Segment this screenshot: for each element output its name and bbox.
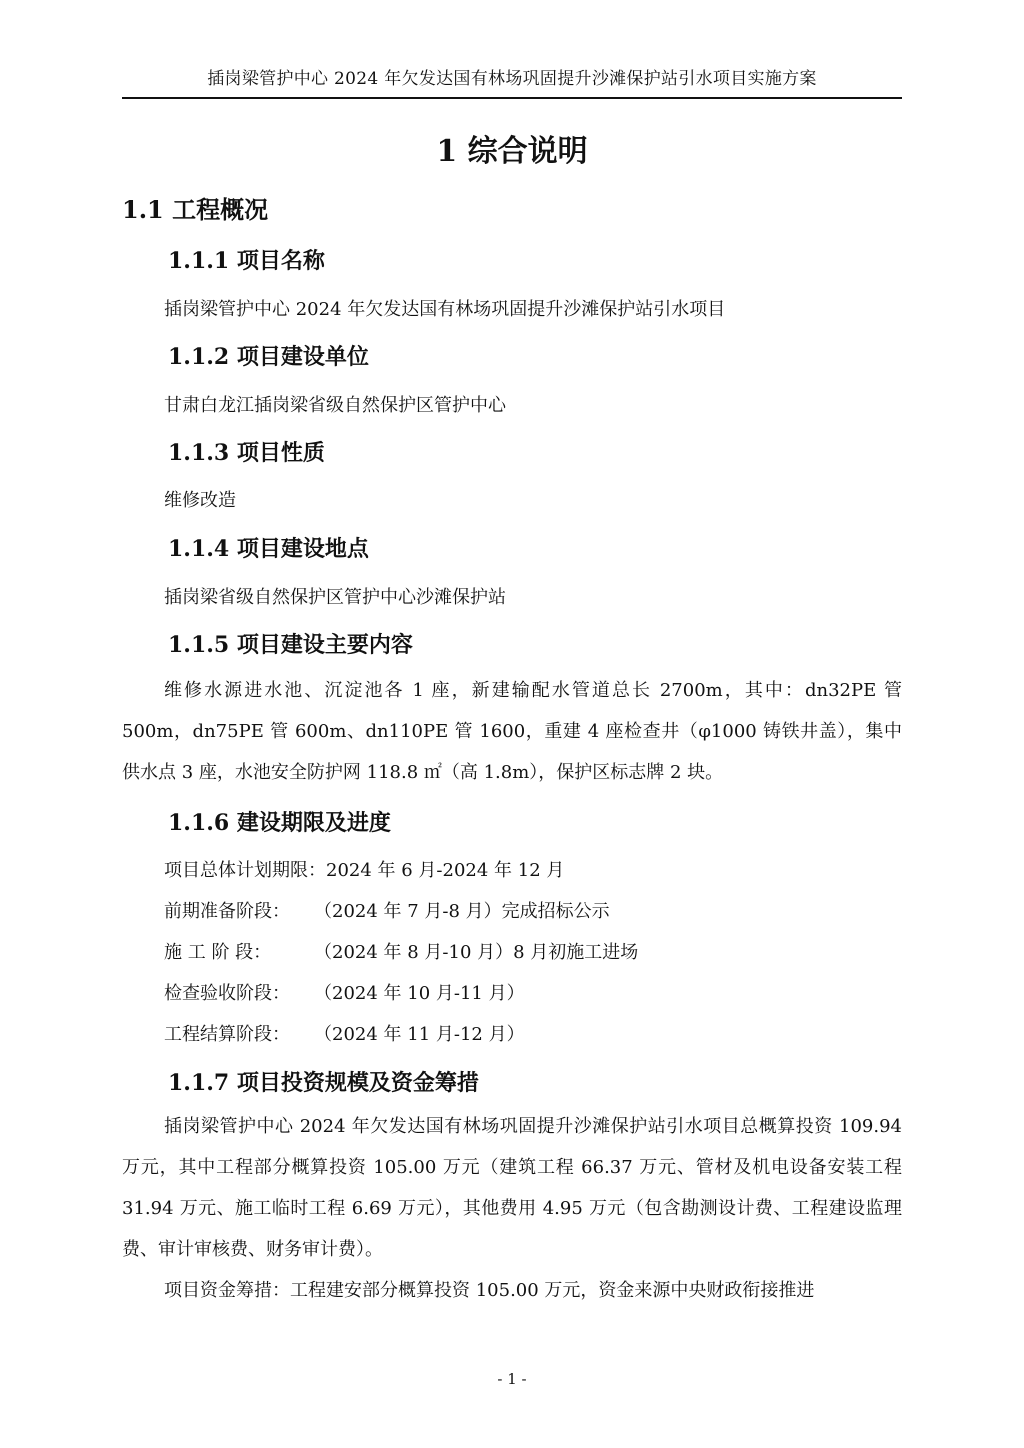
schedule-phase-value: （2024 年 8 月-10 月）8 月初施工进场 (314, 942, 639, 963)
schedule-overall: 项目总体计划期限：2024 年 6 月-2024 年 12 月 (164, 860, 565, 881)
construction-unit-text: 甘肃白龙江插岗梁省级自然保护区管护中心 (164, 395, 506, 416)
subsection-heading-1-1-4: 1.1.4 项目建设地点 (168, 536, 369, 562)
subsection-heading-1-1-2: 1.1.2 项目建设单位 (168, 344, 369, 370)
header-rule (122, 97, 902, 99)
subsection-heading-1-1-5: 1.1.5 项目建设主要内容 (168, 632, 413, 658)
subsection-heading-1-1-6: 1.1.6 建设期限及进度 (168, 810, 391, 836)
running-header: 插岗梁管护中心 2024 年欠发达国有林场巩固提升沙滩保护站引水项目实施方案 (207, 69, 817, 89)
schedule-phase-label: 检查验收阶段： (164, 983, 290, 1004)
schedule-phase-label: 施 工 阶 段： (164, 942, 272, 963)
schedule-phase (164, 979, 525, 1005)
chapter-title: 1 综合说明 (436, 134, 588, 169)
schedule-phase-label: 前期准备阶段： (164, 901, 290, 922)
page-number: - 1 - (497, 1370, 527, 1388)
funding-paragraph: 项目资金筹措：工程建安部分概算投资 105.00 万元，资金来源中央财政衔接推进 (164, 1280, 815, 1301)
subsection-heading-1-1-3: 1.1.3 项目性质 (168, 440, 325, 466)
schedule-phase (164, 1020, 525, 1046)
subsection-heading-1-1-1: 1.1.1 项目名称 (168, 248, 325, 274)
subsection-heading-1-1-7: 1.1.7 项目投资规模及资金筹措 (168, 1070, 479, 1096)
project-location-text: 插岗梁省级自然保护区管护中心沙滩保护站 (164, 587, 506, 608)
schedule-phase-value: （2024 年 10 月-11 月） (314, 983, 525, 1004)
schedule-phase-value: （2024 年 7 月-8 月）完成招标公示 (314, 901, 610, 922)
investment-paragraph: 插岗梁管护中心 2024 年欠发达国有林场巩固提升沙滩保护站引水项目总概算投资 109.94 万元，其中工程部分概算投资 105.00 万元（建筑工程 66.37 万元、管材及机电设备安装工程 31.94 万元、施工临时工程 6.69 万元），其他费用 4.95 万元（包含勘测设计费、工程建设监理费、审计审核费、财务审计费）。 (122, 1116, 902, 1260)
schedule-phase (164, 897, 610, 923)
project-nature-text: 维修改造 (164, 490, 236, 511)
schedule-phase-value: （2024 年 11 月-12 月） (314, 1024, 525, 1045)
project-name-text: 插岗梁管护中心 2024 年欠发达国有林场巩固提升沙滩保护站引水项目 (164, 299, 726, 320)
section-heading-1-1: 1.1 工程概况 (122, 195, 269, 224)
schedule-phase (164, 938, 638, 964)
schedule-phase-label: 工程结算阶段： (164, 1024, 290, 1045)
main-content-paragraph: 维修水源进水池、沉淀池各 1 座，新建输配水管道总长 2700m，其中：dn32PE 管 500m，dn75PE 管 600m、dn110PE 管 1600，重建 4 座检查井（φ1000 铸铁井盖），集中供水点 3 座，水池安全防护网 118.8 ㎡（高 1.8m），保护区标志牌 2 块。 (122, 680, 902, 783)
